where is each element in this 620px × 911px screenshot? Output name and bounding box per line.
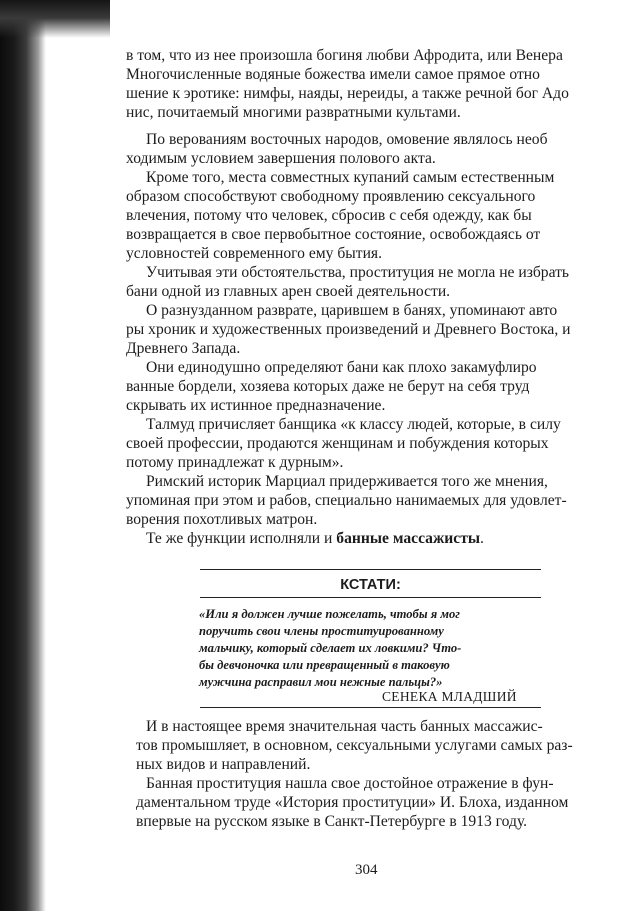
text-line: упоминая при этом и рабов, специально нанимаемых для удовлет- xyxy=(126,492,567,509)
text-line: влечения, потому что человек, сбросив с себя одежду, как бы xyxy=(126,207,532,224)
text-line: Талмуд причисляет банщика «к классу людей, которые, в силу xyxy=(146,416,561,433)
text-line: Учитывая эти обстоятельства, проституция не могла не избрать xyxy=(146,264,570,281)
text-line: ры хроник и художественных произведений и Древнего Востока, и xyxy=(126,321,571,338)
text-line: возвращается в свое первобытное состояние, освобождаясь от xyxy=(126,226,541,243)
paragraph-text: Те же функции исполняли и xyxy=(146,530,337,547)
sidebar-top-rule xyxy=(200,569,541,570)
sidebar-heading-rule xyxy=(200,597,541,598)
text-line: Они единодушно определяют бани как плохо закамуфлиро xyxy=(146,359,537,376)
text-line: даментальном труде «История проституции» И. Блоха, изданном xyxy=(136,794,569,811)
quote-author: СЕНЕКА МЛАДШИЙ xyxy=(382,689,517,704)
quote-line: «Или я должен лучше пожелать, чтобы я мог xyxy=(199,607,460,621)
text-line: ходимым условием завершения полового акта. xyxy=(126,150,436,167)
text-line: потому принадлежат к дурным». xyxy=(126,454,344,471)
paragraph-massage-line xyxy=(146,529,484,548)
text-line: в том, что из нее произошла богиня любви Афродита, или Венера xyxy=(126,47,563,64)
quote-line: поручить свои члены проституированному xyxy=(199,624,444,638)
text-line: Кроме того, места совместных купаний самым естественным xyxy=(146,169,555,186)
quote-line: мальчику, который сделает их ловкими? Что- xyxy=(199,641,462,655)
text-line: Банная проституция нашла свое достойное отражение в фун- xyxy=(146,775,554,792)
text-line: По верованиям восточных народов, омовение являлось необ xyxy=(146,131,548,148)
text-line: ных видов и направлений. xyxy=(136,756,311,773)
page-number: 304 xyxy=(355,862,378,878)
text-line: Древнего Запада. xyxy=(126,340,241,357)
text-line: шение к эротике: нимфы, наяды, нереиды, а также речной бог Адо xyxy=(126,85,569,102)
sidebar-bottom-rule xyxy=(200,707,541,708)
text-line: образом способствуют свободному проявлению сексуального xyxy=(126,188,536,205)
book-spine-shadow xyxy=(0,0,46,911)
text-line: бани одной из главных арен своей деятельности. xyxy=(126,283,451,300)
text-line: скрывать их истинное предназначение. xyxy=(126,397,386,414)
text-line: своей профессии, продаются женщинам и побуждения которых xyxy=(126,435,549,452)
quote-line: мужчина расправил мои нежные пальцы?» xyxy=(199,675,443,689)
text-line: нис, почитаемый многими развратными культами. xyxy=(126,104,461,121)
text-line: условностей современного ему бытия. xyxy=(126,245,382,262)
text-line: ворения похотливых матрон. xyxy=(126,511,318,528)
quote-line: бы девчоночка или превращенный в таковую xyxy=(199,658,450,672)
text-line: впервые на русском языке в Санкт-Петербурге в 1913 году. xyxy=(136,813,528,830)
top-edge-shadow xyxy=(0,0,110,38)
text-line: О разнузданном разврате, царившем в банях, упоминают авто xyxy=(146,302,558,319)
text-line: Римский историк Марциал придерживается того же мнения, xyxy=(146,473,548,490)
text-line: ванные бордели, хозяева которых даже не берут на себя труд xyxy=(126,378,530,395)
sidebar-heading: КСТАТИ: xyxy=(340,577,401,593)
text-line: Многочисленные водяные божества имели самое прямое отно xyxy=(126,66,540,83)
text-line: тов промышляет, в основном, сексуальными услугами самых раз- xyxy=(136,737,573,754)
period: . xyxy=(480,530,484,547)
text-line: И в настоящее время значительная часть банных массажис- xyxy=(146,718,543,735)
bold-term: банные массажисты xyxy=(336,530,481,547)
